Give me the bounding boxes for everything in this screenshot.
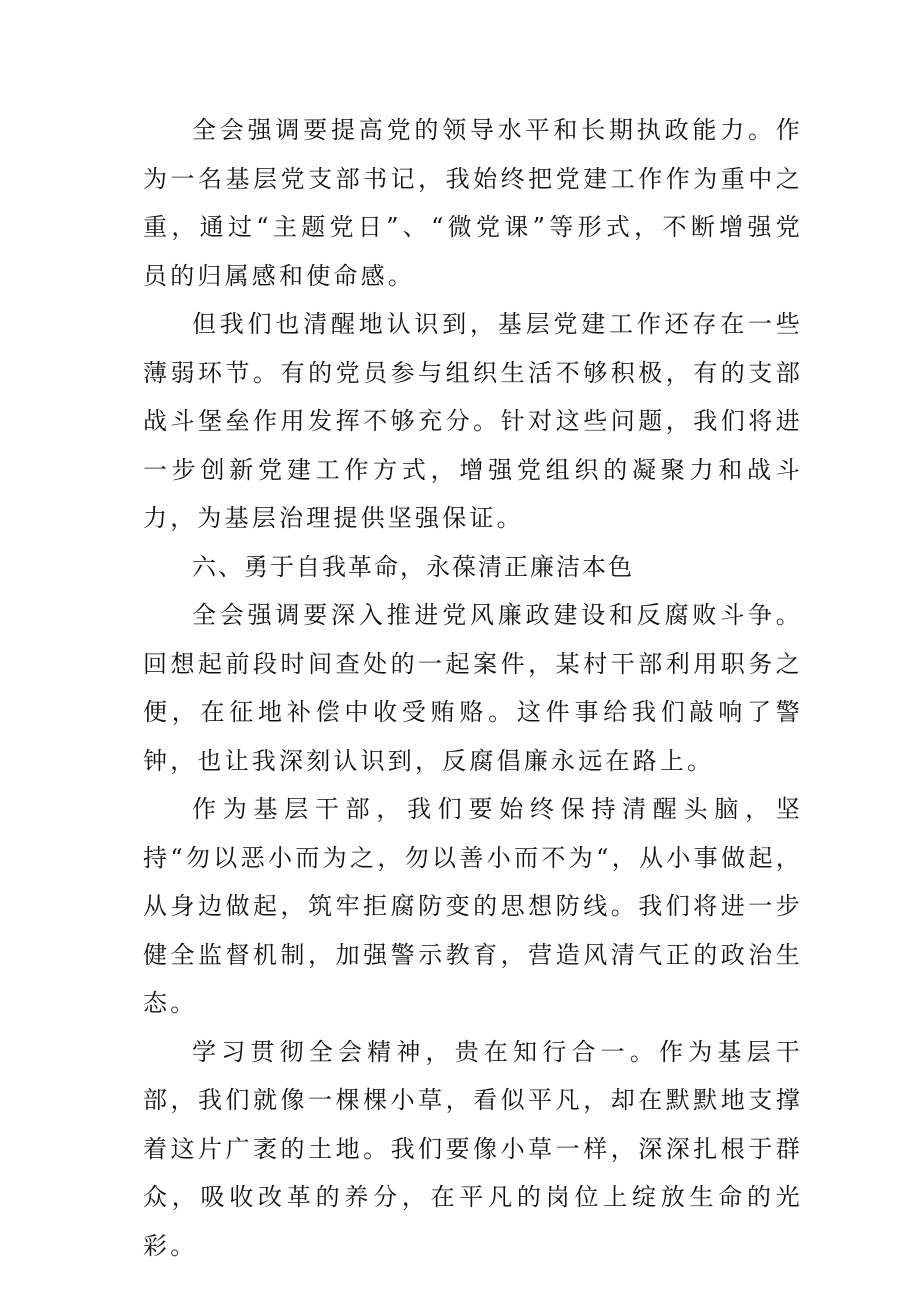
section-heading: 六、勇于自我革命，永葆清正廉洁本色 [192,552,634,581]
paragraph-conclusion: 学习贯彻全会精神，贵在知行合一。作为基层干部，我们就像一棵棵小草，看似平凡，却在默默地支撑着这片广袤的土地。我们要像小草一样，深深扎根于群众，吸收改革的养分，在平凡的岗位上绽放生命的光彩。 [143,1037,803,1260]
document-body [143,106,803,1270]
paragraph-party-building: 全会强调要提高党的领导水平和长期执政能力。作为一名基层党支部书记，我始终把党建工作作为重中之重，通过“主题党日”、“微党课”等形式，不断增强党员的归属感和使命感。 [143,116,803,290]
paragraph-anti-corruption: 全会强调要深入推进党风廉政建设和反腐败斗争。回想起前段时间查处的一起案件，某村干部利用职务之便，在征地补偿中收受贿赂。这件事给我们敲响了警钟，也让我深刻认识到，反腐倡廉永远在路上。 [143,601,803,775]
paragraph-weak-links: 但我们也清醒地认识到，基层党建工作还存在一些薄弱环节。有的党员参与组织生活不够积极，有的支部战斗堡垒作用发挥不够充分。针对这些问题，我们将进一步创新党建工作方式，增强党组织的凝聚力和战斗力，为基层治理提供坚强保证。 [143,310,803,532]
paragraph-stay-alert: 作为基层干部，我们要始终保持清醒头脑，坚持“勿以恶小而为之，勿以善小而不为“，从小事做起，从身边做起，筑牢拒腐防变的思想防线。我们将进一步健全监督机制，加强警示教育，营造风清气正的政治生态。 [143,795,803,1017]
